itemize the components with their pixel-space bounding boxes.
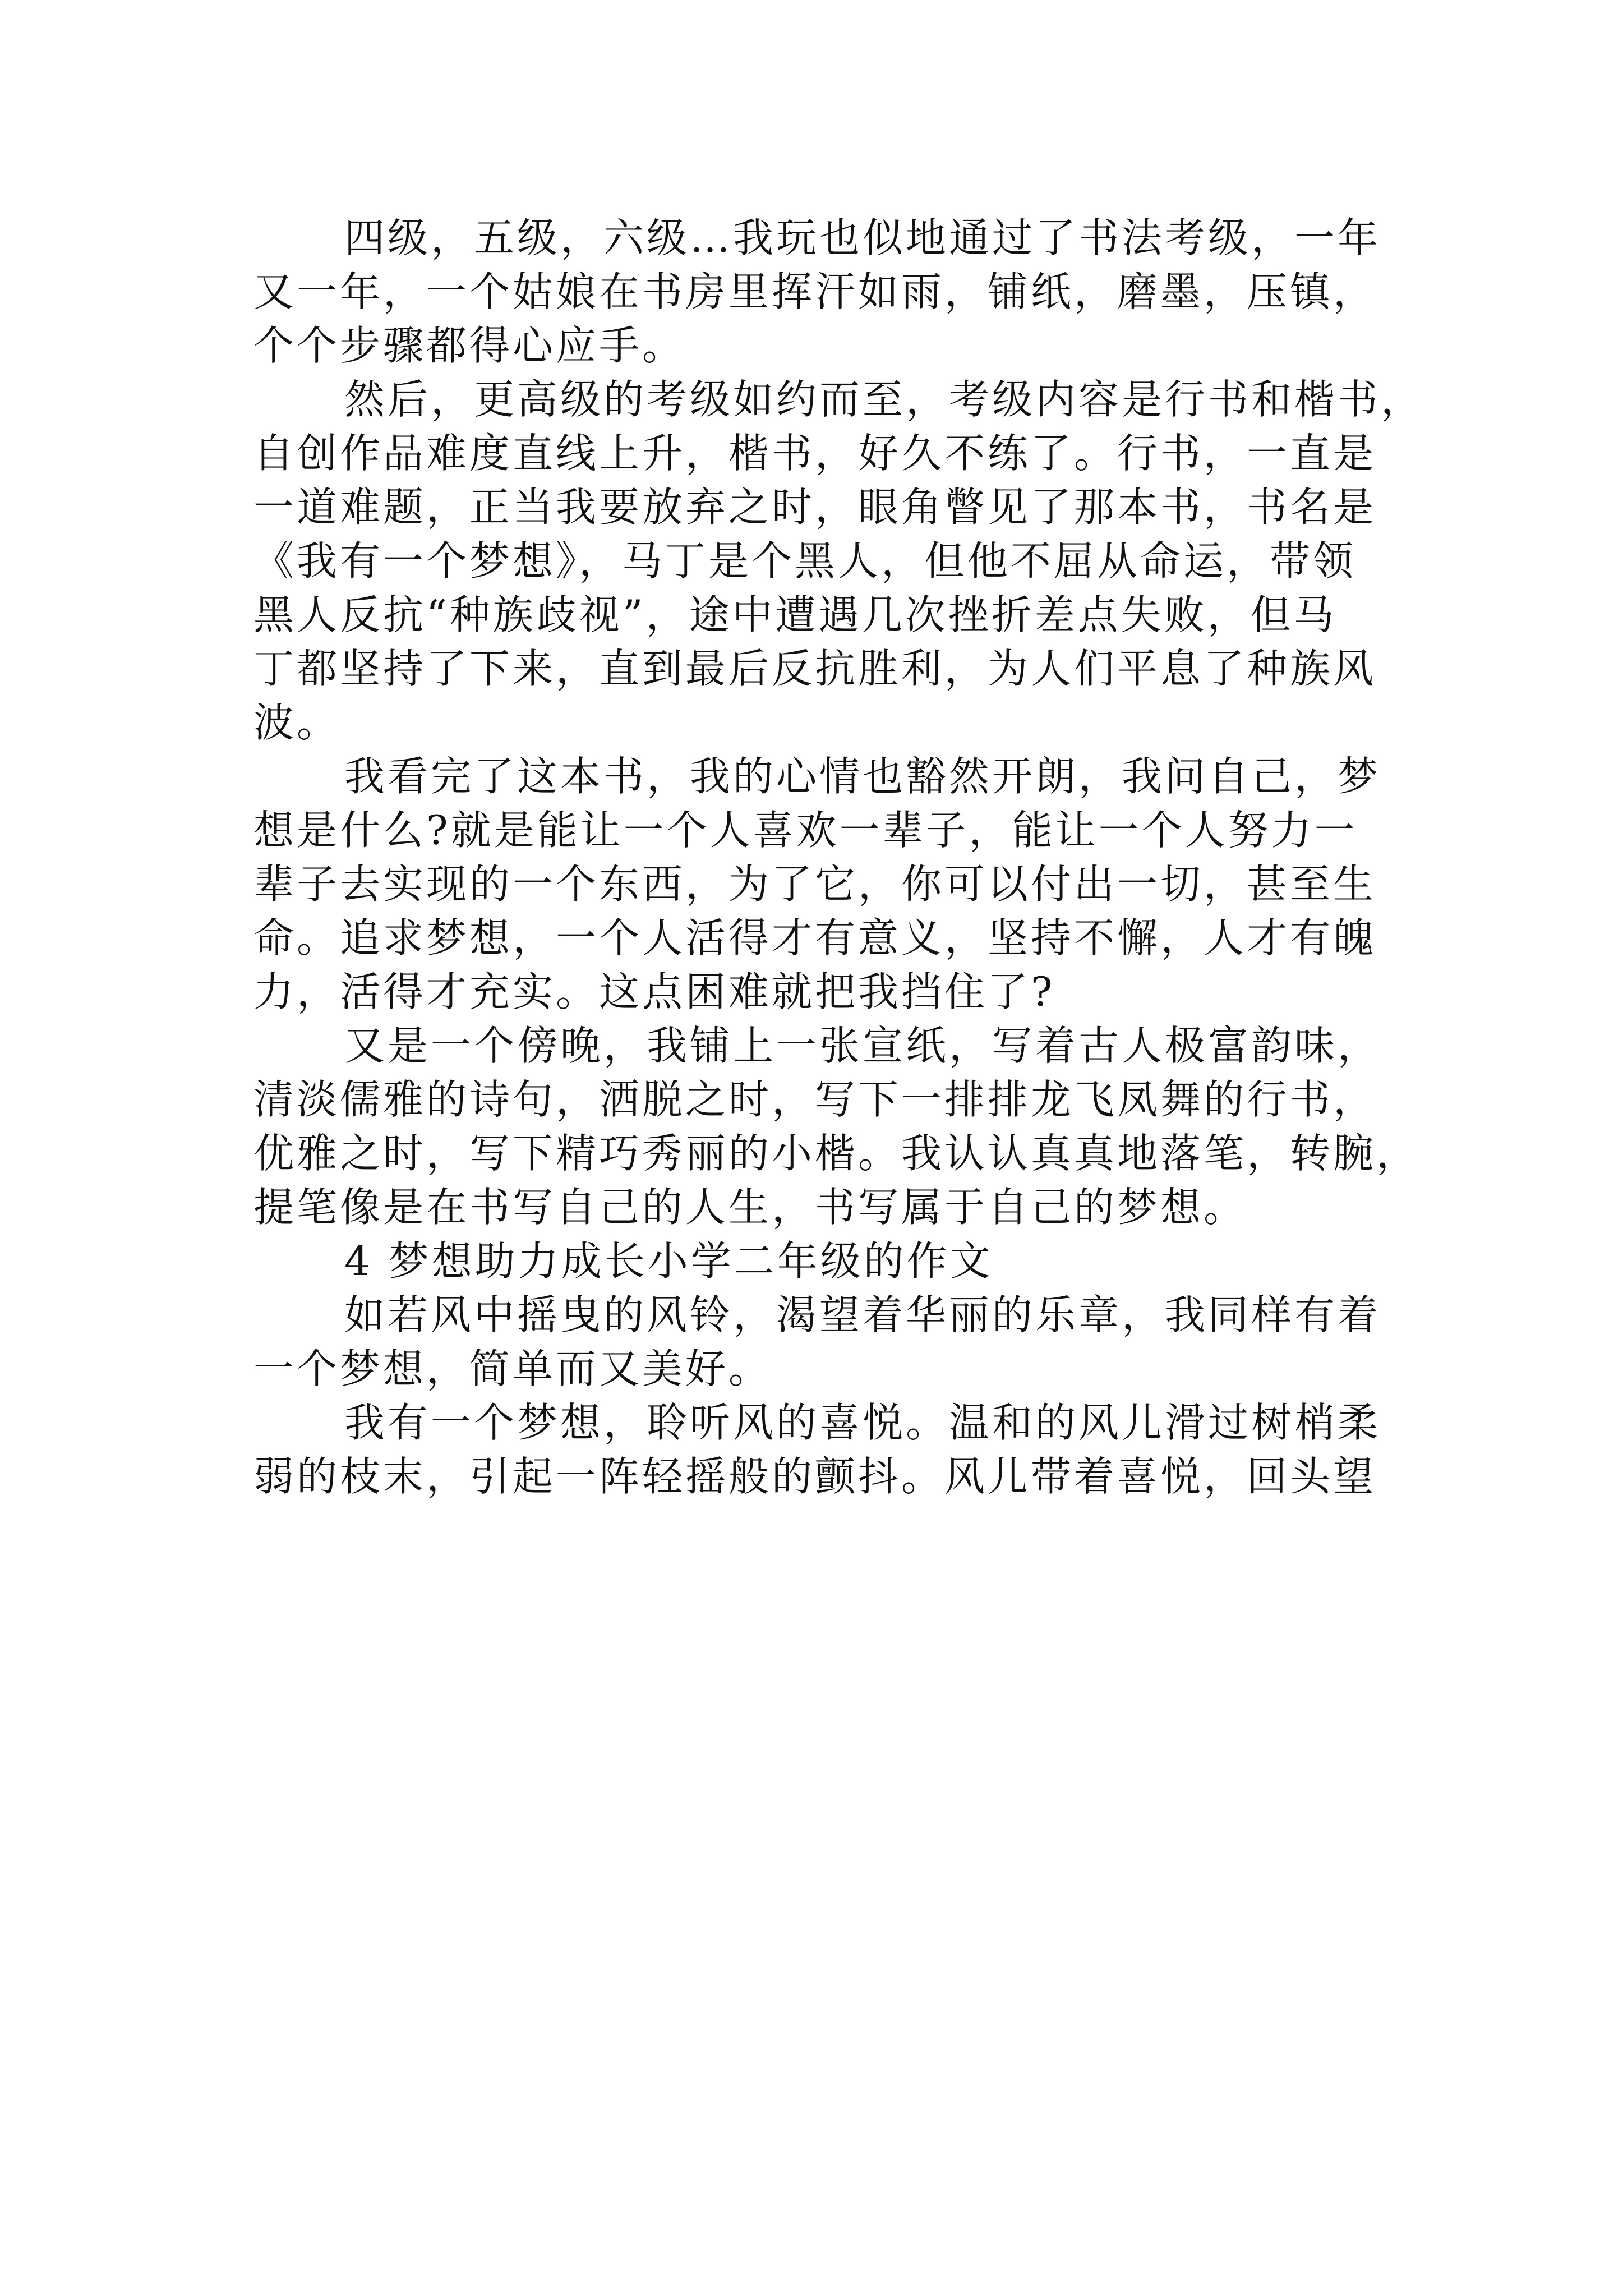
paragraph (253, 749, 1398, 1019)
text-line: 力，活得才充实。这点困难就把我挡住了? (253, 968, 1055, 1015)
text-line: 然后，更高级的考级如约而至，考级内容是行书和楷书， (344, 376, 1424, 423)
text-line: 提笔像是在书写自己的人生，书写属于自己的梦想。 (253, 1184, 1247, 1231)
text-line: 优雅之时，写下精巧秀丽的小楷。我认认真真地落笔，转腕， (253, 1130, 1420, 1177)
text-line: 如若风中摇曳的风铃，渴望着华丽的乐章，我同样有着 (344, 1291, 1381, 1338)
paragraph (253, 1019, 1420, 1234)
document-body (253, 211, 1424, 1503)
text-line: 想是什么?就是能让一个人喜欢一辈子，能让一个人努力一 (253, 807, 1358, 854)
paragraph (253, 211, 1398, 372)
text-line: 我有一个梦想，聆听风的喜悦。温和的风儿滑过树梢柔 (344, 1399, 1381, 1446)
text-line: 个个步骤都得心应手。 (253, 322, 686, 369)
text-line: 又一年，一个姑娘在书房里挥汗如雨，铺纸，磨墨，压镇， (253, 268, 1377, 315)
text-line: 黑人反抗“种族歧视”，途中遭遇几次挫折差点失败，但马 (253, 591, 1337, 638)
paragraph (253, 1396, 1398, 1503)
text-line: 命。追求梦想，一个人活得才有意义，坚持不懈，人才有魄 (253, 914, 1377, 961)
text-line: 一道难题，正当我要放弃之时，眼角瞥见了那本书，书名是 (253, 484, 1377, 531)
text-line: 波。 (253, 699, 340, 746)
text-line: 《我有一个梦想》，马丁是个黑人，但他不屈从命运，带领 (253, 537, 1357, 585)
text-line: 又是一个傍晚，我铺上一张宣纸，写着古人极富韵味， (344, 1022, 1381, 1069)
text-line: 四级，五级，六级…我玩也似地通过了书法考级，一年 (344, 214, 1381, 261)
text-line: 丁都坚持了下来，直到最后反抗胜利，为人们平息了种族风 (253, 645, 1377, 692)
text-line: 清淡儒雅的诗句，洒脱之时，写下一排排龙飞凤舞的行书， (253, 1076, 1377, 1123)
text-line: 自创作品难度直线上升，楷书，好久不练了。行书，一直是 (253, 430, 1377, 477)
paragraph (253, 1288, 1398, 1396)
text-line: 一个梦想，简单而又美好。 (253, 1345, 772, 1392)
text-line: 我看完了这本书，我的心情也豁然开朗，我问自己，梦 (344, 753, 1381, 800)
text-line: 弱的枝末，引起一阵轻摇般的颤抖。风儿带着喜悦，回头望 (253, 1453, 1377, 1500)
section-heading (253, 1234, 1398, 1288)
heading-line: 4 梦想助力成长小学二年级的作文 (344, 1237, 993, 1285)
paragraph (253, 372, 1424, 749)
text-line: 辈子去实现的一个东西，为了它，你可以付出一切，甚至生 (253, 861, 1377, 908)
